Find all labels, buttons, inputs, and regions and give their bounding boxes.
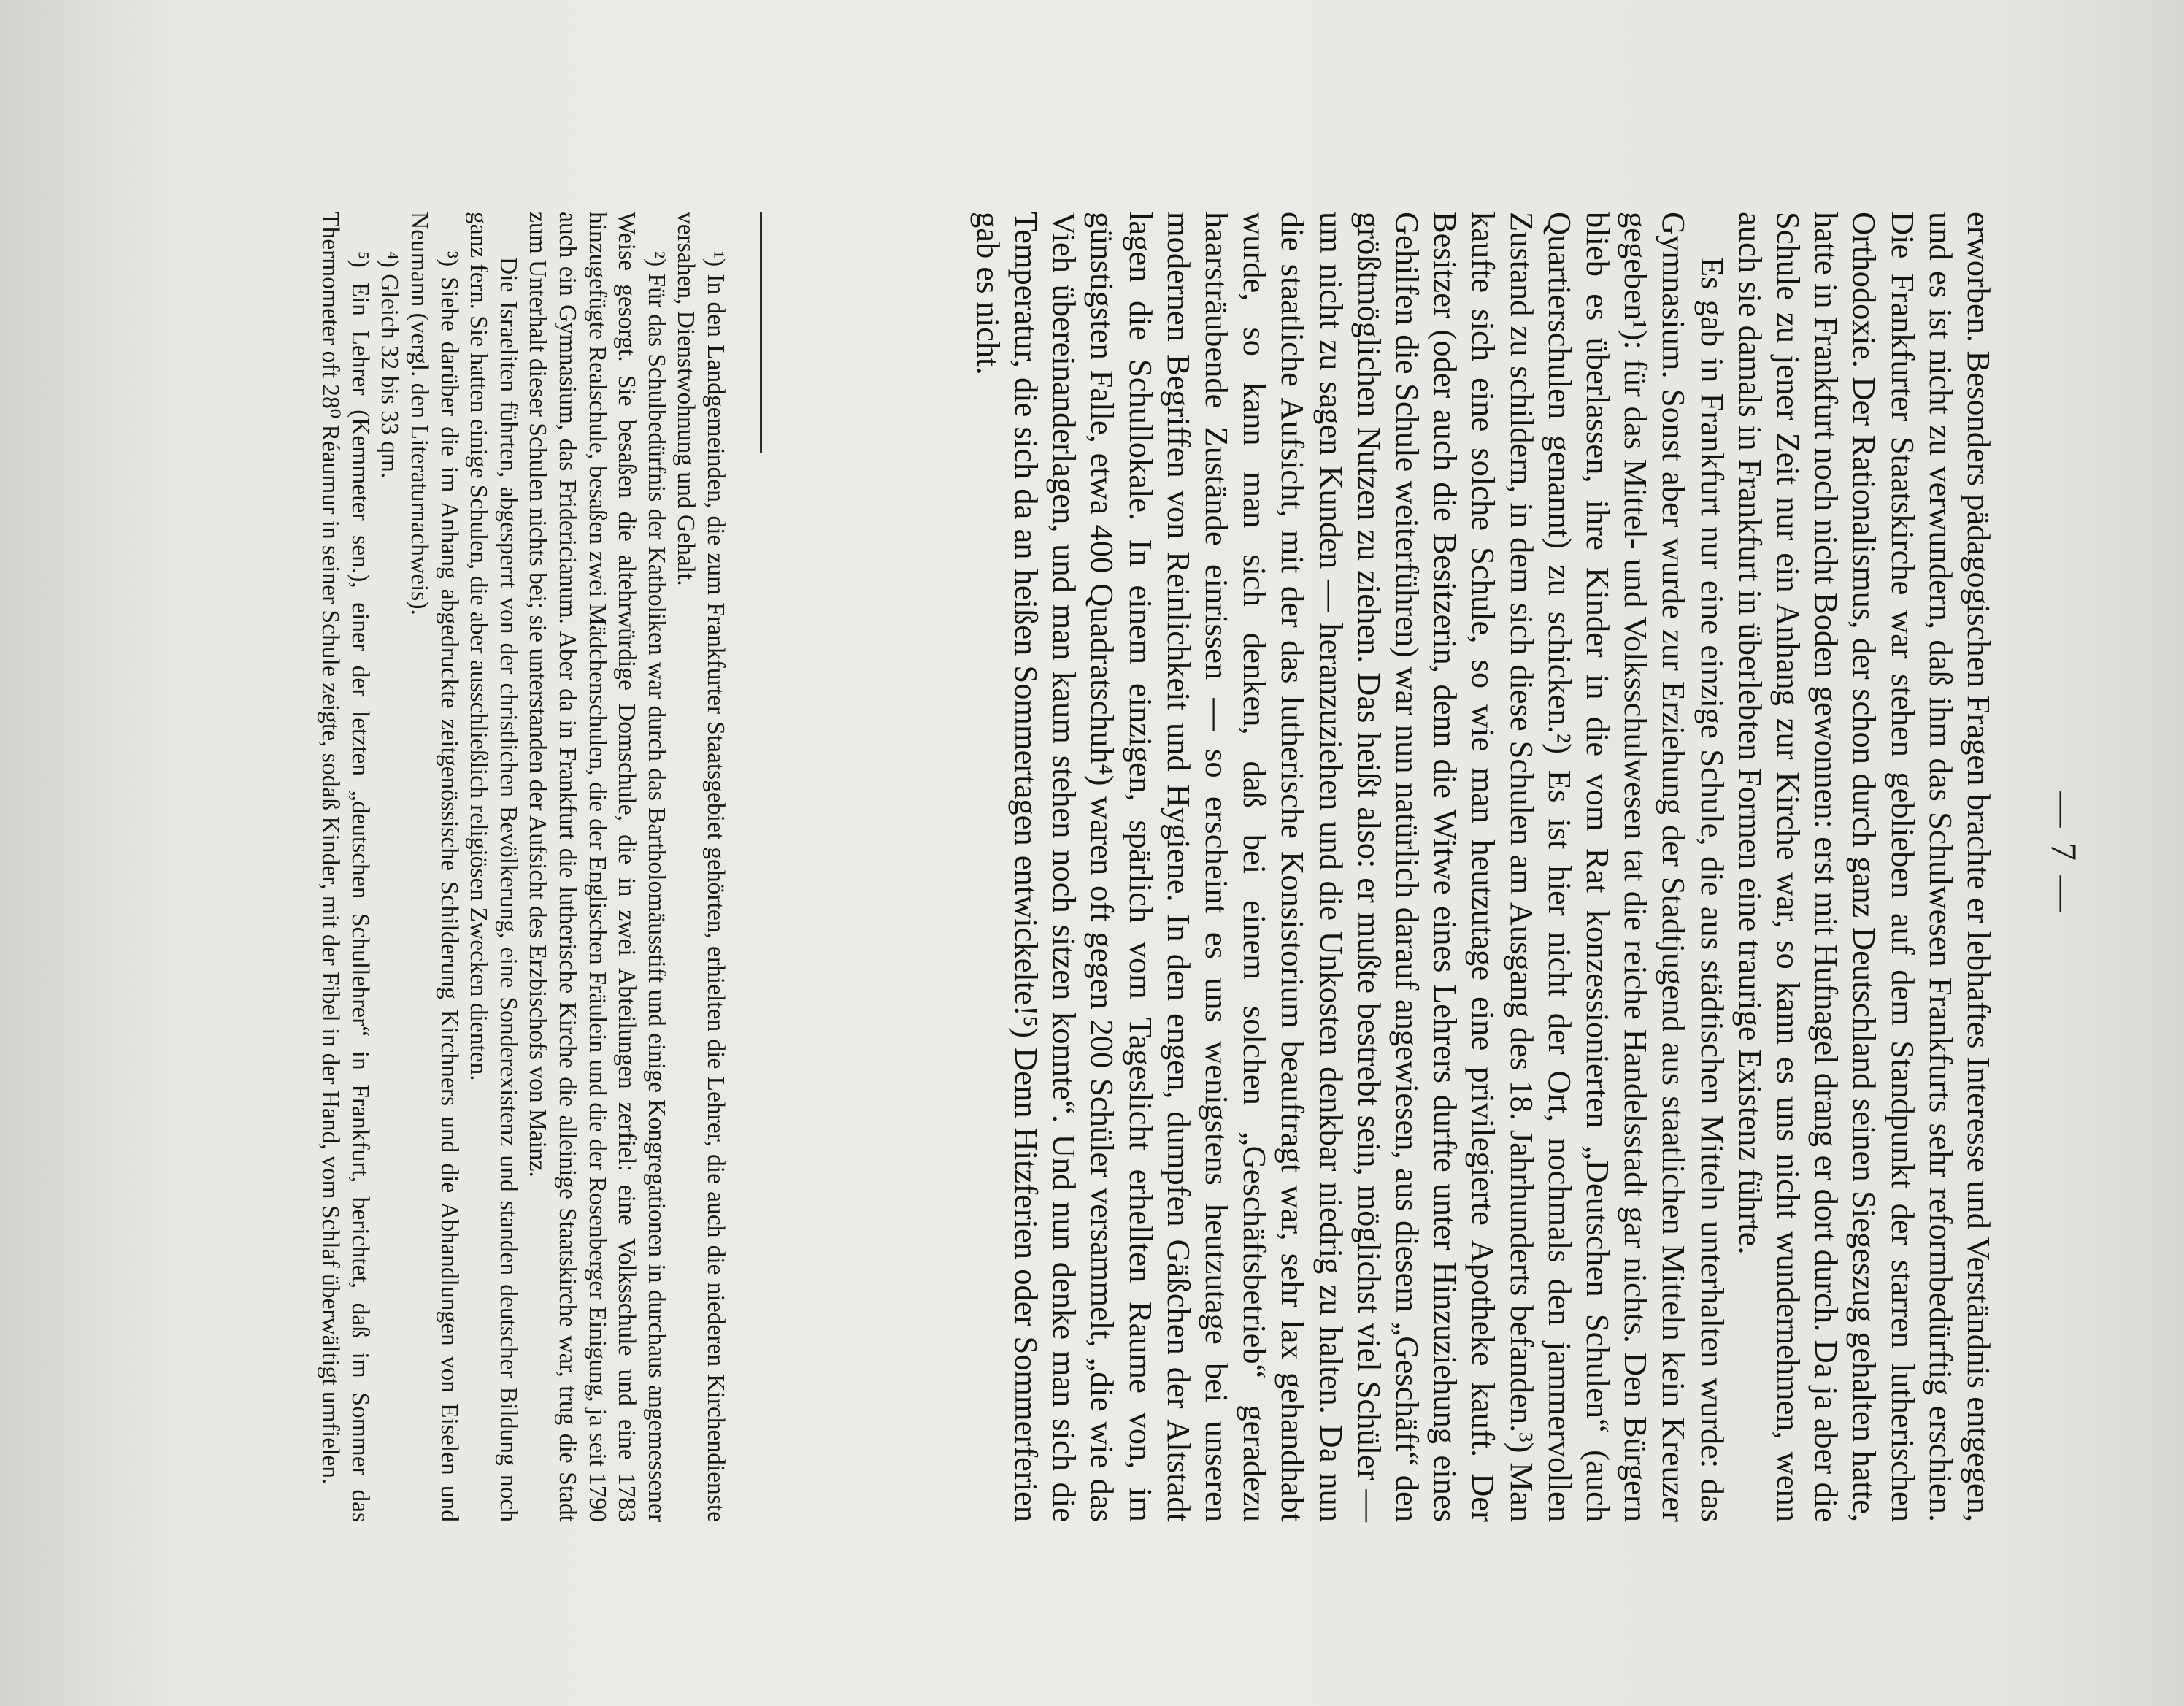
footnote: ⁴) Gleich 32 bis 33 qm. <box>376 251 404 479</box>
page-number: — 7 — <box>2044 791 2085 915</box>
footnote: ⁵) Ein Lehrer (Kemmeter sen.), einer der letzten „deutschen Schullehrer“ in Frankfurt, berichtet, daß im Sommer das Thermometer oft 28⁰ Réaumur in seiner Schule zeigte, sodaß Kinder, mit der Fibel in der Hand, vom Schlaf überwältigt umfielen. <box>317 212 374 1522</box>
main-text <box>969 212 1998 1522</box>
footnote: ²) Für das Schulbedürfnis der Katholiken war durch das Bartholomäusstift und einige Kongregationen in durchaus angemessener Weise gesorgt. Sie besaßen die altehrwürdige Domschule, die in zwei Abteilungen zerfiel: eine Volksschule und eine 1783 hinzugefügte Realschule, besaßen zwei Mädchenschulen, die der Englischen Fräulein und die der Rosenberger Einigung, ja seit 1790 auch ein Gymnasium, das Fridericianum. Aber da in Frankfurt die lutherische Kirche die alleinige Staatskirche war, trug die Stadt zum Unterhalt dieser Schulen nichts bei; sie unterstanden der Aufsicht des Erzbischofs von Mainz. <box>524 212 670 1522</box>
paragraph: erworben. Besonders pädagogischen Fragen brachte er lebhaftes Interesse und Verständnis entgegen, und es ist nicht zu verwundern, daß ihm das Schulwesen Frankfurts sehr reformbedürftig erschien. Die Frankfurter Staatskirche war stehen geblieben auf dem Standpunkt der starren lutherischen Orthodoxie. Der Rationalismus, der schon durch ganz Deutschland seinen Siegeszug gehalten hatte, hatte in Frankfurt noch nicht Boden gewonnen: erst mit Hufnagel drang er dort durch. Da ja aber die Schule zu jener Zeit nur ein Anhang zur Kirche war, so kann es uns nicht wundernehmen, wenn auch sie damals in Frankfurt in überlebten Formen eine traurige Existenz führte. <box>1731 212 1997 1522</box>
footnote: ¹) In den Landgemeinden, die zum Frankfurter Staatsgebiet gehörten, erhielten die Lehrer, die auch die niederen Kirchendienste versahen, Dienstwohnung und Gehalt. <box>672 212 729 1522</box>
paragraph: Es gab in Frankfurt nur eine einzige Schule, die aus städtischen Mitteln unterhalten wurde: das Gymnasium. Sonst aber wurde zur Erziehung der Stadtjugend aus staatlichen Mitteln kein Kreuzer gegeben¹): für das Mittel- und Volksschulwesen tat die reiche Handelsstadt gar nichts. Den Bürgern blieb es überlassen, ihre Kinder in die vom Rat konzessionierten „Deutschen Schulen“ (auch Quartierschulen genannt) zu schicken.²) Es ist hier nicht der Ort, nochmals den jammervollen Zustand zu schildern, in dem sich diese Schulen am Ausgang des 18. Jahrhunderts befanden.³) Man kaufte sich eine solche Schule, so wie man heutzutage eine privilegierte Apotheke kauft. Der Besitzer (oder auch die Besitzerin, denn die Witwe eines Lehrers durfte unter Hinzuziehung eines Gehilfen die Schule weiterführen) war nun natürlich darauf angewiesen, aus diesem „Geschäft“ den größtmöglichen Nutzen zu ziehen. Das heißt also: er mußte bestrebt sein, möglichst viel Schüler — um nicht zu sagen Kunden — heranzuziehen und die Unkosten denkbar niedrig zu halten. Da nun die staatliche Aufsicht, mit der das lutherische Konsistorium beauftragt war, sehr lax gehandhabt wurde, so kann man sich denken, daß bei einem solchen „Geschäftsbetrieb“ geradezu haarsträubende Zustände einrissen — so erscheint es uns wenigstens heutzutage bei unseren modernen Begriffen von Reinlichkeit und Hygiene. In den engen, dumpfen Gäßchen der Altstadt lagen die Schullokale. In einem einzigen, spärlich vom Tageslicht erhellten Raume von, im günstigsten Falle, etwa 400 Quadratschuh⁴) waren oft gegen 200 Schüler versammelt, „die wie das Vieh übereinanderlagen, und man kaum stehen noch sitzen konnte“. Und nun denke man sich die Temperatur, die sich da an heißen Sommertagen entwickelte!⁵) Denn Hitzferien oder Sommerferien gab es nicht. <box>969 212 1731 1522</box>
footnote-continuation: Die Israeliten führten, abgesperrt von der christlichen Bevölkerung, eine Sonderexistenz und standen deutscher Bildung noch ganz fern. Sie hatten einige Schulen, die aber ausschließlich religiösen Zwecken dienten. <box>465 212 522 1522</box>
footnote-divider <box>760 212 762 453</box>
footnotes <box>315 212 730 1522</box>
footnote: ³) Siehe darüber die im Anhang abgedruckte zeitgenössische Schilderung Kirchners und die Abhandlungen von Eiselen und Neumann (vergl. den Literaturnachweis). <box>406 212 463 1522</box>
